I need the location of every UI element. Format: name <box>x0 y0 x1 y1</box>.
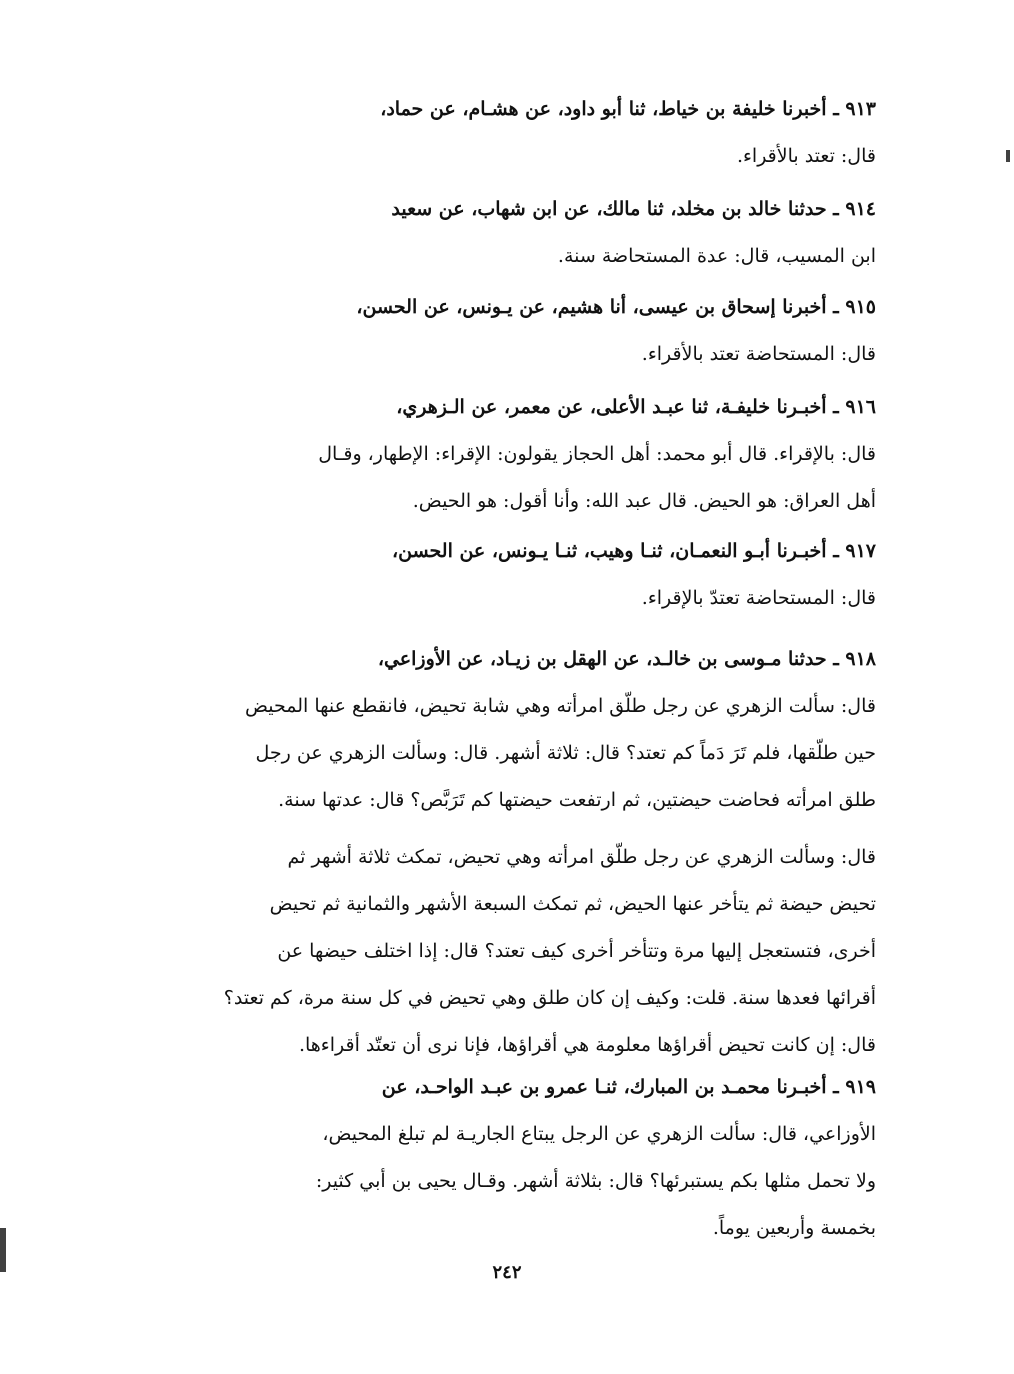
hadith-918b-line-1: قال: وسألت الزهري عن رجل طلّق امرأته وهي تحيض، تمكث ثلاثة أشهر ثم <box>287 846 876 868</box>
hadith-913 <box>176 86 876 180</box>
hadith-917-line-1: ٩١٧ ـ أخبـرنا أبـو النعمـان، ثنـا وهيب، ثنـا يـونس، عن الحسن، <box>391 540 876 562</box>
hadith-913-line-2: قال: تعتد بالأقراء. <box>736 145 876 167</box>
hadith-919 <box>176 1064 876 1252</box>
scan-edge-mark <box>0 1228 6 1272</box>
hadith-919-line-4: بخمسة وأربعين يوماً. <box>712 1217 876 1239</box>
hadith-919-line-2: الأوزاعي، قال: سألت الزهري عن الرجل يبتاع الجاريـة لم تبلغ المحيض، <box>322 1123 876 1145</box>
hadith-919-line-1: ٩١٩ ـ أخبـرنا محمـد بن المبارك، ثنـا عمرو بن عبـد الواحـد، عن <box>381 1076 876 1098</box>
hadith-918-continued <box>176 834 876 1069</box>
page-number: ٢٤٢ <box>492 1262 522 1283</box>
hadith-914-line-1: ٩١٤ ـ حدثنا خالد بن مخلد، ثنا مالك، عن ابن شهاب، عن سعيد <box>391 198 876 220</box>
hadith-915 <box>176 284 876 378</box>
hadith-915-line-1: ٩١٥ ـ أخبرنا إسحاق بن عيسى، أنا هشيم، عن يـونس، عن الحسن، <box>356 296 876 318</box>
hadith-916 <box>176 384 876 525</box>
hadith-916-line-1: ٩١٦ ـ أخبـرنا خليفـة، ثنا عبـد الأعلى، عن معمر، عن الـزهري، <box>396 396 876 418</box>
hadith-918-line-4: طلق امرأته فحاضت حيضتين، ثم ارتفعت حيضتها كم تَرَبَّص؟ قال: عدتها سنة. <box>278 789 876 811</box>
hadith-916-line-3: أهل العراق: هو الحيض. قال عبد الله: وأنا أقول: هو الحيض. <box>412 490 876 512</box>
hadith-918b-line-5: قال: إن كانت تحيض أقراؤها معلومة هي أقراؤها، فإنا نرى أن تعتّد أقراءها. <box>298 1034 876 1056</box>
hadith-918b-line-3: أخرى، فتستعجل إليها مرة وتتأخر أخرى كيف تعتد؟ قال: إذا اختلف حيضها عن <box>277 940 876 962</box>
hadith-918b-line-2: تحيض حيضة ثم يتأخر عنها الحيض، ثم تمكث السبعة الأشهر والثمانية ثم تحيض <box>269 893 876 915</box>
hadith-918-line-3: حين طلّقها، فلم تَرَ دَماً كم تعتد؟ قال: ثلاثة أشهر. قال: وسألت الزهري عن رجل <box>255 742 876 764</box>
hadith-918-line-1: ٩١٨ ـ حدثنا مـوسى بن خالـد، عن الهقل بن زيـاد، عن الأوزاعي، <box>377 648 876 670</box>
hadith-914-line-2: ابن المسيب، قال: عدة المستحاضة سنة. <box>557 245 876 267</box>
scan-speck <box>1006 150 1010 162</box>
hadith-918-line-2: قال: سألت الزهري عن رجل طلّق امرأته وهي شابة تحيض، فانقطع عنها المحيض <box>244 695 876 717</box>
hadith-914 <box>176 186 876 280</box>
hadith-918b-line-4: أقرائها فعدها سنة. قلت: وكيف إن كان طلق وهي تحيض في كل سنة مرة، كم تعتد؟ <box>223 987 876 1009</box>
hadith-918 <box>176 636 876 824</box>
hadith-917 <box>176 528 876 622</box>
hadith-916-line-2: قال: بالإقراء. قال أبو محمد: أهل الحجاز يقولون: الإقراء: الإطهار، وقـال <box>318 443 876 465</box>
hadith-917-line-2: قال: المستحاضة تعتدّ بالإقراء. <box>641 587 876 609</box>
hadith-913-line-1: ٩١٣ ـ أخبرنا خليفة بن خياط، ثنا أبو داود، عن هشـام، عن حماد، <box>380 98 876 120</box>
hadith-915-line-2: قال: المستحاضة تعتد بالأقراء. <box>641 343 876 365</box>
hadith-919-line-3: ولا تحمل مثلها بكم يستبرئها؟ قال: بثلاثة أشهر. وقـال يحيى بن أبي كثير: <box>315 1170 876 1192</box>
